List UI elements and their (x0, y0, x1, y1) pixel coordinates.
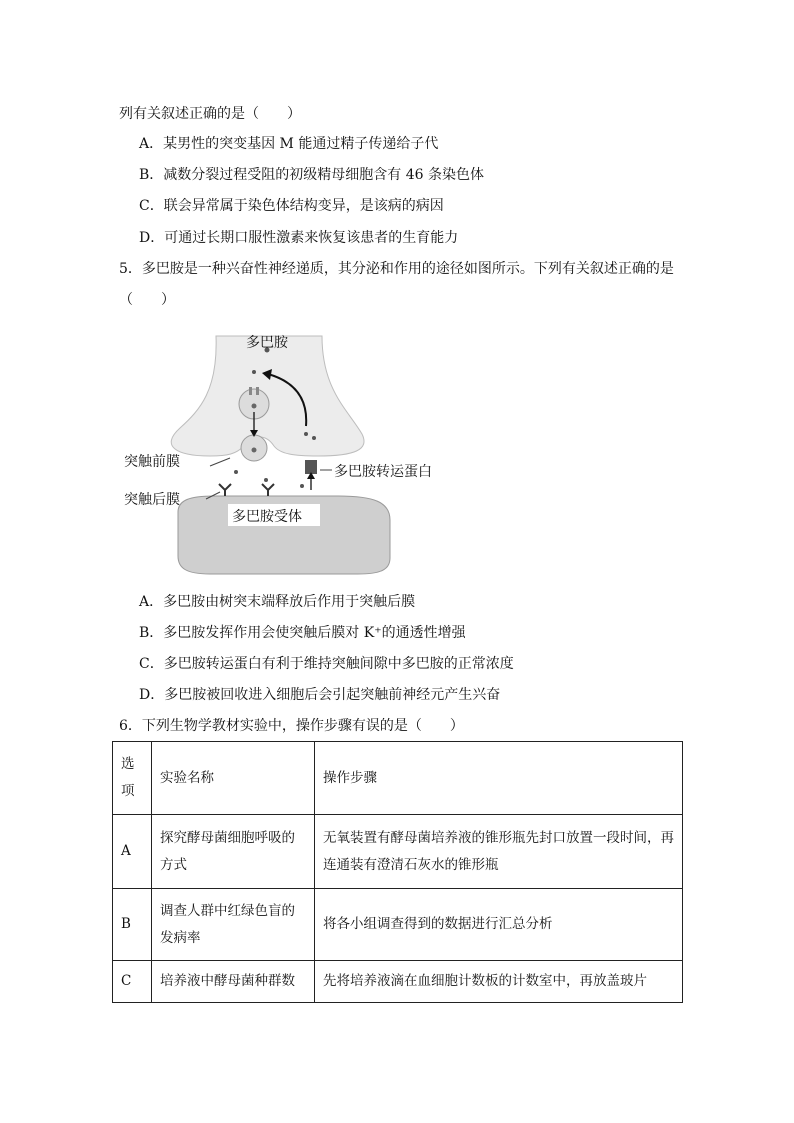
header-option: 选项 (113, 742, 152, 815)
label-dopamine: 多巴胺 (246, 335, 288, 351)
header-procedure: 操作步骤 (315, 742, 683, 815)
dopamine-molecule (252, 370, 256, 374)
q5-option-a: A．多巴胺由树突末端释放后作用于突触后膜 (139, 594, 416, 610)
label-dopamine-transporter: 多巴胺转运蛋白 (334, 464, 432, 480)
row-procedure: 将各小组调查得到的数据进行汇总分析 (315, 889, 683, 961)
dopamine-in-vesicle (252, 404, 257, 409)
row-experiment-name: 探究酵母菌细胞呼吸的方式 (152, 815, 315, 889)
q5-stem-line1: 5．多巴胺是一种兴奋性神经递质，其分泌和作用的途径如图所示。下列有关叙述正确的是 (119, 261, 674, 277)
synapse-diagram (118, 330, 448, 580)
table-row (113, 889, 683, 961)
table-row (113, 815, 683, 889)
presynaptic-terminal (171, 336, 364, 456)
q4-option-b: B．减数分裂过程受阻的初级精母细胞含有 46 条染色体 (139, 167, 485, 183)
row-procedure: 先将培养液滴在血细胞计数板的计数室中，再放盖玻片 (315, 961, 683, 1003)
header-experiment-name: 实验名称 (152, 742, 315, 815)
label-postsynaptic-membrane: 突触后膜 (124, 492, 180, 508)
dopamine-receptor (219, 484, 231, 496)
dopamine-molecule (234, 470, 238, 474)
row-experiment-name: 调查人群中红绿色盲的发病率 (152, 889, 315, 961)
q4-option-c: C．联会异常属于染色体结构变异，是该病的病因 (139, 198, 444, 214)
q4-stem-tail: 列有关叙述正确的是（ ） (119, 106, 301, 122)
q4-option-d: D．可通过长期口服性激素来恢复该患者的生育能力 (139, 230, 459, 246)
row-experiment-name: 培养液中酵母菌种群数 (152, 961, 315, 1003)
row-option: C (113, 961, 152, 1003)
table-header-row (113, 742, 683, 815)
q5-option-c: C．多巴胺转运蛋白有利于维持突触间隙中多巴胺的正常浓度 (139, 656, 514, 672)
vesicle-cap-left (249, 387, 252, 395)
label-presynaptic-membrane: 突触前膜 (124, 454, 180, 470)
dopamine-receptor (262, 484, 274, 496)
experiment-table (112, 741, 683, 1003)
q6-stem: 6．下列生物学教材实验中，操作步骤有误的是（ ） (119, 718, 464, 734)
table-row (113, 961, 683, 1003)
dopamine-molecule (304, 432, 308, 436)
dopamine-molecule (312, 436, 316, 440)
row-procedure: 无氧装置有酵母菌培养液的锥形瓶先封口放置一段时间，再连通装有澄清石灰水的锥形瓶 (315, 815, 683, 889)
q4-option-a: A．某男性的突变基因 M 能通过精子传递给子代 (139, 136, 439, 152)
label-dopamine-receptor: 多巴胺受体 (232, 509, 302, 525)
row-option: B (113, 889, 152, 961)
dopamine-molecule (300, 484, 304, 488)
q5-option-b: B．多巴胺发挥作用会使突触后膜对 K⁺的通透性增强 (139, 625, 466, 641)
dopamine-in-vesicle-2 (252, 448, 257, 453)
presynaptic-leader (210, 458, 230, 466)
row-option: A (113, 815, 152, 889)
q5-option-d: D．多巴胺被回收进入细胞后会引起突触前神经元产生兴奋 (139, 687, 501, 703)
q5-stem-line2: （ ） (119, 292, 175, 308)
vesicle-cap-right (256, 387, 259, 395)
dopamine-molecule (264, 478, 268, 482)
transporter-protein (305, 460, 317, 474)
